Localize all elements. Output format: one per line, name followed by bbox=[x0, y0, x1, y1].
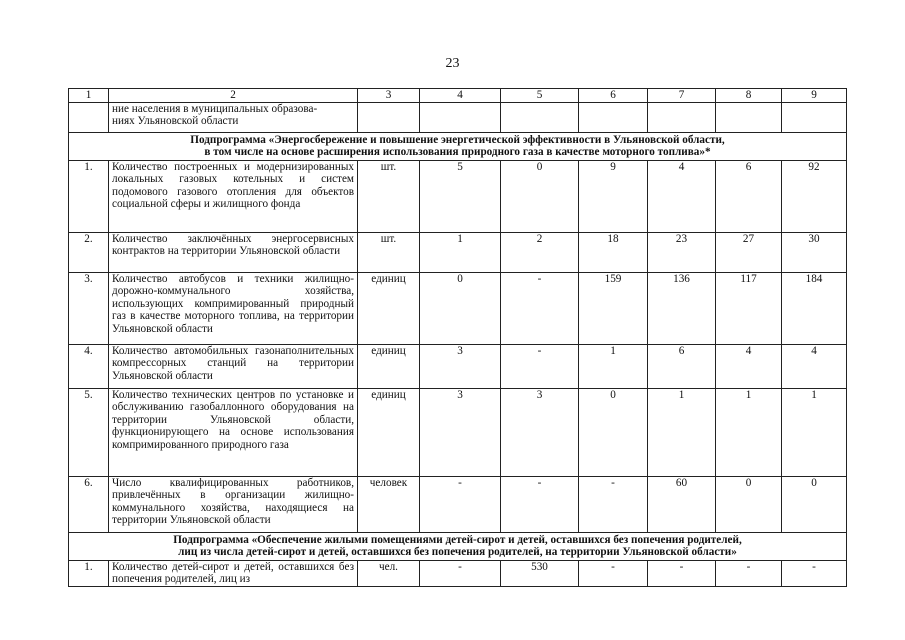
value-cell: 6 bbox=[648, 344, 716, 388]
row-number: 3. bbox=[69, 272, 109, 344]
subprogram-title bbox=[69, 132, 847, 160]
indicator-text bbox=[109, 102, 358, 132]
indicator-text: Количество заключённых энергосервисных контрактов на территории Ульяновской области bbox=[109, 232, 358, 272]
value-cell: 4 bbox=[716, 344, 782, 388]
value-cell bbox=[420, 102, 501, 132]
row-number: 1. bbox=[69, 560, 109, 586]
value-cell: 4 bbox=[782, 344, 847, 388]
value-cell: 3 bbox=[420, 388, 501, 476]
value-cell: - bbox=[782, 560, 847, 586]
value-cell: - bbox=[420, 560, 501, 586]
unit-cell: человек bbox=[358, 476, 420, 532]
continuation-row bbox=[69, 102, 847, 132]
value-cell bbox=[579, 102, 648, 132]
value-cell: - bbox=[579, 560, 648, 586]
value-cell: - bbox=[716, 560, 782, 586]
subprogram-title bbox=[69, 532, 847, 560]
row-number: 2. bbox=[69, 232, 109, 272]
indicator-text: Количество построенных и модернизированных локальных газовых котельных и систем подомового газового отопления для объектов социальной сферы и жилищного фонда bbox=[109, 160, 358, 232]
indicator-text: Число квалифицированных работников, привлечённых в организации жилищно-коммунального хозяйства, находящиеся на территории Ульяновской области bbox=[109, 476, 358, 532]
indicators-table bbox=[68, 88, 847, 587]
row-number: 6. bbox=[69, 476, 109, 532]
unit-cell: шт. bbox=[358, 160, 420, 232]
value-cell: 23 bbox=[648, 232, 716, 272]
column-number: 6 bbox=[579, 89, 648, 103]
unit-cell: чел. bbox=[358, 560, 420, 586]
value-cell: 60 bbox=[648, 476, 716, 532]
indicator-row bbox=[69, 160, 847, 232]
value-cell bbox=[782, 102, 847, 132]
value-cell: 92 bbox=[782, 160, 847, 232]
column-number: 2 bbox=[109, 89, 358, 103]
text-line: ние населения в муниципальных образова- bbox=[112, 102, 318, 115]
unit-cell: единиц bbox=[358, 272, 420, 344]
value-cell: 3 bbox=[420, 344, 501, 388]
value-cell: - bbox=[501, 272, 579, 344]
value-cell: 18 bbox=[579, 232, 648, 272]
value-cell: 3 bbox=[501, 388, 579, 476]
row-number bbox=[69, 102, 109, 132]
value-cell: - bbox=[648, 560, 716, 586]
value-cell: 27 bbox=[716, 232, 782, 272]
row-number: 4. bbox=[69, 344, 109, 388]
value-cell: 6 bbox=[716, 160, 782, 232]
value-cell: 159 bbox=[579, 272, 648, 344]
value-cell: 0 bbox=[579, 388, 648, 476]
value-cell: 184 bbox=[782, 272, 847, 344]
unit-cell bbox=[358, 102, 420, 132]
indicator-row bbox=[69, 272, 847, 344]
row-number: 1. bbox=[69, 160, 109, 232]
value-cell: 30 bbox=[782, 232, 847, 272]
value-cell: 9 bbox=[579, 160, 648, 232]
subprogram-title-line: в том числе на основе расширения использования природного газа в качестве моторного топлива»* bbox=[204, 146, 711, 158]
unit-cell: шт. bbox=[358, 232, 420, 272]
value-cell: - bbox=[579, 476, 648, 532]
subprogram-title-line: лиц из числа детей-сирот и детей, оставшихся без попечения родителей, на территории Ульяновской области» bbox=[178, 546, 737, 558]
column-number-row bbox=[69, 89, 847, 103]
unit-cell: единиц bbox=[358, 388, 420, 476]
subprogram-title-line: Подпрограмма «Обеспечение жилыми помещениями детей-сирот и детей, оставшихся без попечения родителей, bbox=[173, 533, 742, 546]
value-cell: 1 bbox=[648, 388, 716, 476]
column-number: 1 bbox=[69, 89, 109, 103]
indicator-row bbox=[69, 388, 847, 476]
subprogram-header-row bbox=[69, 532, 847, 560]
indicator-row bbox=[69, 232, 847, 272]
row-number: 5. bbox=[69, 388, 109, 476]
value-cell: - bbox=[420, 476, 501, 532]
value-cell: 1 bbox=[716, 388, 782, 476]
value-cell: 0 bbox=[420, 272, 501, 344]
value-cell: 1 bbox=[782, 388, 847, 476]
column-number: 4 bbox=[420, 89, 501, 103]
column-number: 9 bbox=[782, 89, 847, 103]
unit-cell: единиц bbox=[358, 344, 420, 388]
column-number: 5 bbox=[501, 89, 579, 103]
value-cell: 2 bbox=[501, 232, 579, 272]
indicator-row bbox=[69, 476, 847, 532]
value-cell: 1 bbox=[420, 232, 501, 272]
value-cell: 0 bbox=[716, 476, 782, 532]
value-cell: 136 bbox=[648, 272, 716, 344]
value-cell: 4 bbox=[648, 160, 716, 232]
value-cell bbox=[716, 102, 782, 132]
value-cell: - bbox=[501, 476, 579, 532]
value-cell: 0 bbox=[501, 160, 579, 232]
value-cell: 530 bbox=[501, 560, 579, 586]
indicator-text: Количество технических центров по установке и обслуживанию газобаллонного оборудования на территории Ульяновской области, функционирующего на основе использования компримированного природного газа bbox=[109, 388, 358, 476]
indicator-text: Количество детей-сирот и детей, оставшихся без попечения родителей, лиц из bbox=[109, 560, 358, 586]
subprogram-header-row bbox=[69, 132, 847, 160]
column-number: 7 bbox=[648, 89, 716, 103]
text-line: ниях Ульяновской области bbox=[112, 115, 239, 127]
indicator-row bbox=[69, 560, 847, 586]
page-number: 23 bbox=[445, 56, 460, 71]
column-number: 8 bbox=[716, 89, 782, 103]
value-cell: 5 bbox=[420, 160, 501, 232]
value-cell bbox=[648, 102, 716, 132]
indicator-text: Количество автобусов и техники жилищно-дорожно-коммунального хозяйства, использующих компримированный природный газ в качестве моторного топлива, на территории Ульяновской области bbox=[109, 272, 358, 344]
value-cell: - bbox=[501, 344, 579, 388]
column-number: 3 bbox=[358, 89, 420, 103]
subprogram-title-line: Подпрограмма «Энергосбережение и повышение энергетической эффективности в Ульяновской области, bbox=[190, 133, 725, 146]
value-cell: 0 bbox=[782, 476, 847, 532]
indicator-text: Количество автомобильных газонаполнительных компрессорных станций на территории Ульяновской области bbox=[109, 344, 358, 388]
value-cell: 1 bbox=[579, 344, 648, 388]
indicator-row bbox=[69, 344, 847, 388]
value-cell: 117 bbox=[716, 272, 782, 344]
value-cell bbox=[501, 102, 579, 132]
